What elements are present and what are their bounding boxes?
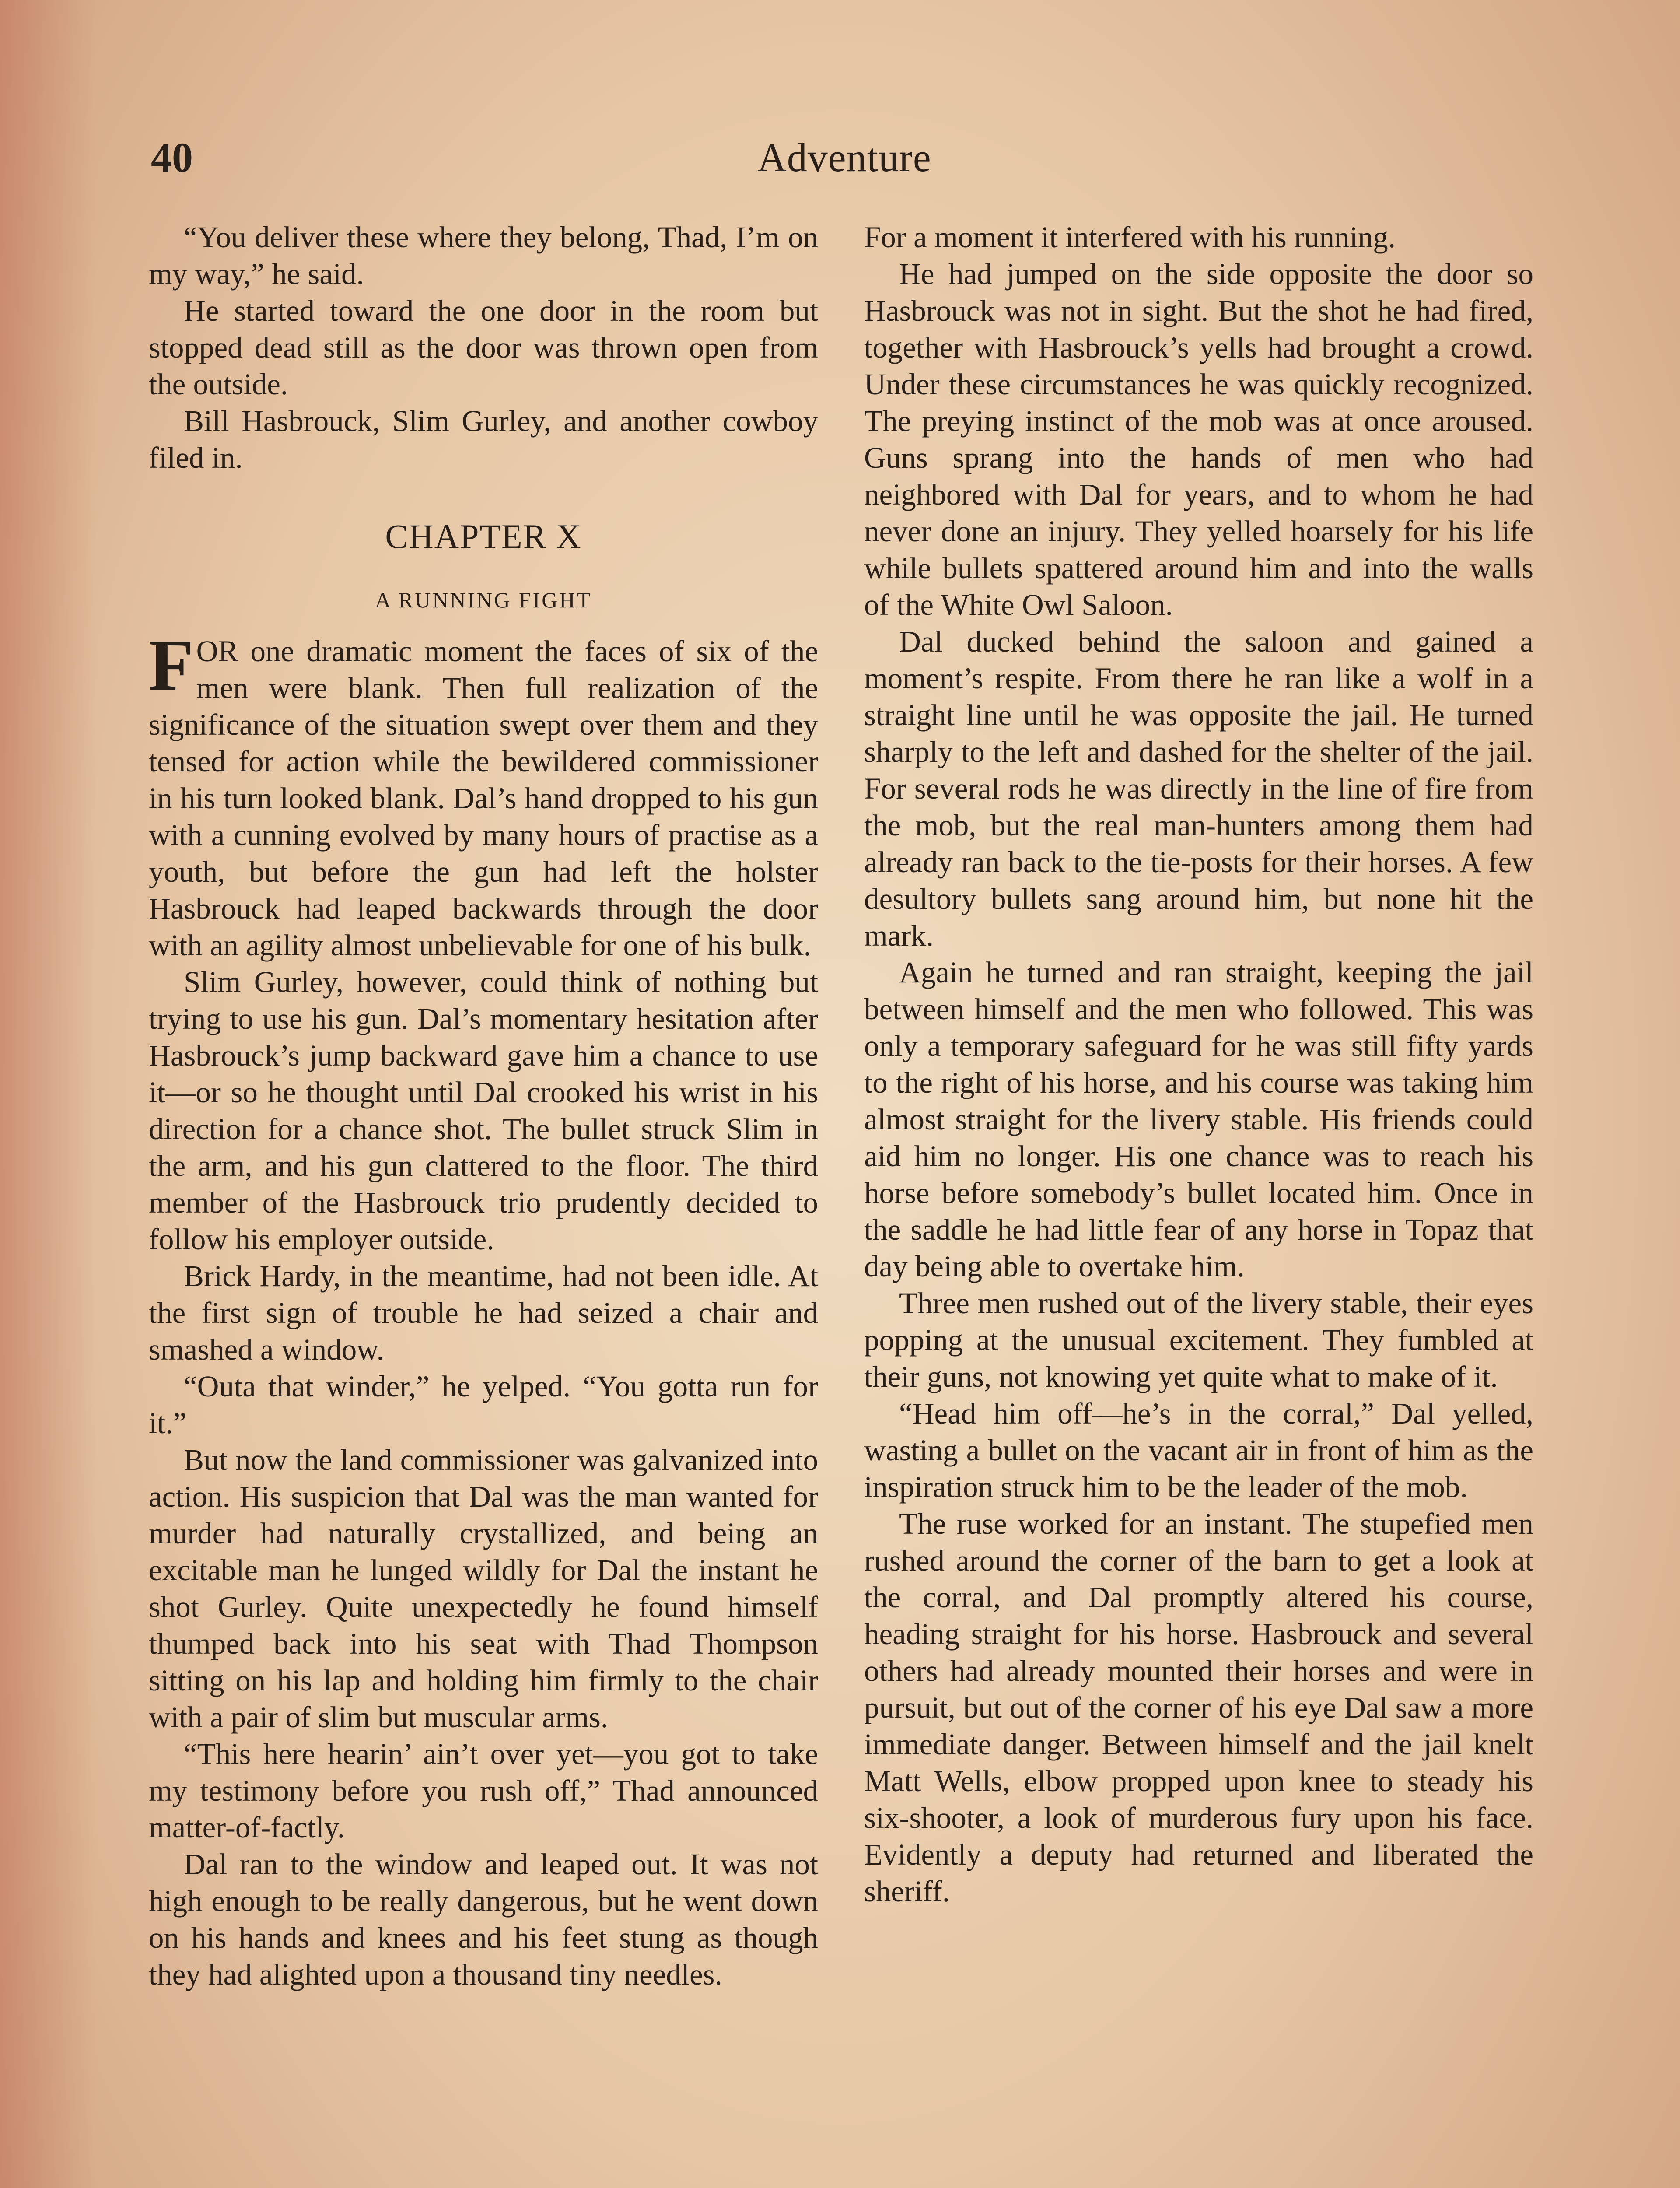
paragraph: Dal ran to the window and leaped out. It was not high enough to be really dangerous, but he went down on his hands and knees and his feet stung as though they had alighted upon a thousand tiny needles. [149, 1848, 818, 1991]
page-edge-shadow [0, 0, 96, 2188]
drop-cap: F [149, 624, 194, 706]
paragraph: “Head him off—he’s in the corral,” Dal yelled, wasting a bullet on the vacant air in front of him as the inspiration struck him to be the leader of the mob. [864, 1397, 1533, 1504]
paragraph: The ruse worked for an instant. The stupefied men rushed around the corner of the barn to get a look at the corral, and Dal promptly altered his course, heading straight for his horse. Hasbrouck and several others had already mounted their horses and were in pursuit, but out of the corner of his eye Dal saw a more immediate danger. Between himself and the jail knelt Matt Wells, elbow propped upon knee to steady his six-shooter, a look of murderous fury upon his face. Evidently a deputy had returned and liberated the sheriff. [864, 1507, 1533, 1908]
continued-paragraph: For a moment it interfered with his running. [864, 221, 1396, 254]
paragraph: Three men rushed out of the livery stable, their eyes popping at the unusual excitement. They fumbled at their guns, not knowing yet quite what to make of it. [864, 1287, 1533, 1393]
paragraph: Again he turned and ran straight, keeping the jail between himself and the men who followed. This was only a temporary safeguard for he was still fifty yards to the right of his horse, and his course was taking him almost straight for the livery stable. His friends could aid him no longer. His one chance was to reach his horse before somebody’s bullet located him. Once in the saddle he had little fear of any horse in Topaz that day being able to overtake him. [864, 956, 1533, 1283]
chapter-title: CHAPTER X [385, 517, 582, 555]
paragraph: Bill Hasbrouck, Slim Gurley, and another cowboy filed in. [149, 404, 818, 474]
chapter-subtitle: A RUNNING FIGHT [374, 588, 592, 612]
paragraph: “This here hearin’ ain’t over yet—you got to take my testimony before you rush off,” Thad announced matter-of-factly. [149, 1737, 818, 1844]
opening-paragraph [149, 624, 818, 964]
paragraph: Brick Hardy, in the meantime, had not been idle. At the first sign of trouble he had seized a chair and smashed a window. [149, 1259, 818, 1366]
left-column [149, 219, 818, 1993]
running-title: Adventure [757, 135, 931, 180]
paragraph: But now the land commissioner was galvanized into action. His suspicion that Dal was the man wanted for murder had naturally crystallized, and being an excitable man he lunged wildly for Dal the instant he shot Gurley. Quite unexpectedly he found himself thumped back into his seat with Thad Thompson sitting on his lap and holding him firmly to the chair with a pair of slim but muscular arms. [149, 1443, 818, 1734]
page-number: 40 [151, 134, 193, 181]
paragraph: He started toward the one door in the room but stopped dead still as the door was thrown open from the outside. [149, 294, 818, 401]
right-column [864, 219, 1533, 1910]
opening-paragraph-text: OR one dramatic moment the faces of six of the men were blank. Then full realization of the significance of the situation swept over them and they tensed for action while the bewildered commissioner in his turn looked blank. Dal’s hand dropped to his gun with a cunning evolved by many hours of practise as a youth, but before the gun had left the holster Hasbrouck had leaped backwards through the door with an agility almost unbelievable for one of his bulk. [149, 635, 818, 962]
paragraph: Dal ducked behind the saloon and gained a moment’s respite. From there he ran like a wolf in a straight line until he was opposite the jail. He turned sharply to the left and dashed for the shelter of the jail. For several rods he was directly in the line of fire from the mob, but the real man-hunters among them had already ran back to the tie-posts for their horses. A few desultory bullets sang around him, but none hit the mark. [864, 625, 1533, 952]
paragraph: Slim Gurley, however, could think of nothing but trying to use his gun. Dal’s momentary hesitation after Hasbrouck’s jump backward gave him a chance to use it—or so he thought until Dal crooked his wrist in his direction for a chance shot. The bullet struck Slim in the arm, and his gun clattered to the floor. The third member of the Hasbrouck trio prudently decided to follow his employer outside. [149, 965, 818, 1256]
paragraph: “You deliver these where they belong, Thad, I’m on my way,” he said. [149, 221, 818, 291]
paragraph: “Outa that winder,” he yelped. “You gotta run for it.” [149, 1370, 818, 1440]
page-header [151, 127, 1538, 193]
paragraph: He had jumped on the side opposite the door so Hasbrouck was not in sight. But the shot he had fired, together with Hasbrouck’s yells had brought a crowd. Under these circumstances he was quickly recognized. The preying instinct of the mob was at once aroused. Guns sprang into the hands of men who had neighbored with Dal for years, and to whom he had never done an injury. They yelled hoarsely for his life while bullets spattered around him and into the walls of the White Owl Saloon. [864, 257, 1533, 621]
